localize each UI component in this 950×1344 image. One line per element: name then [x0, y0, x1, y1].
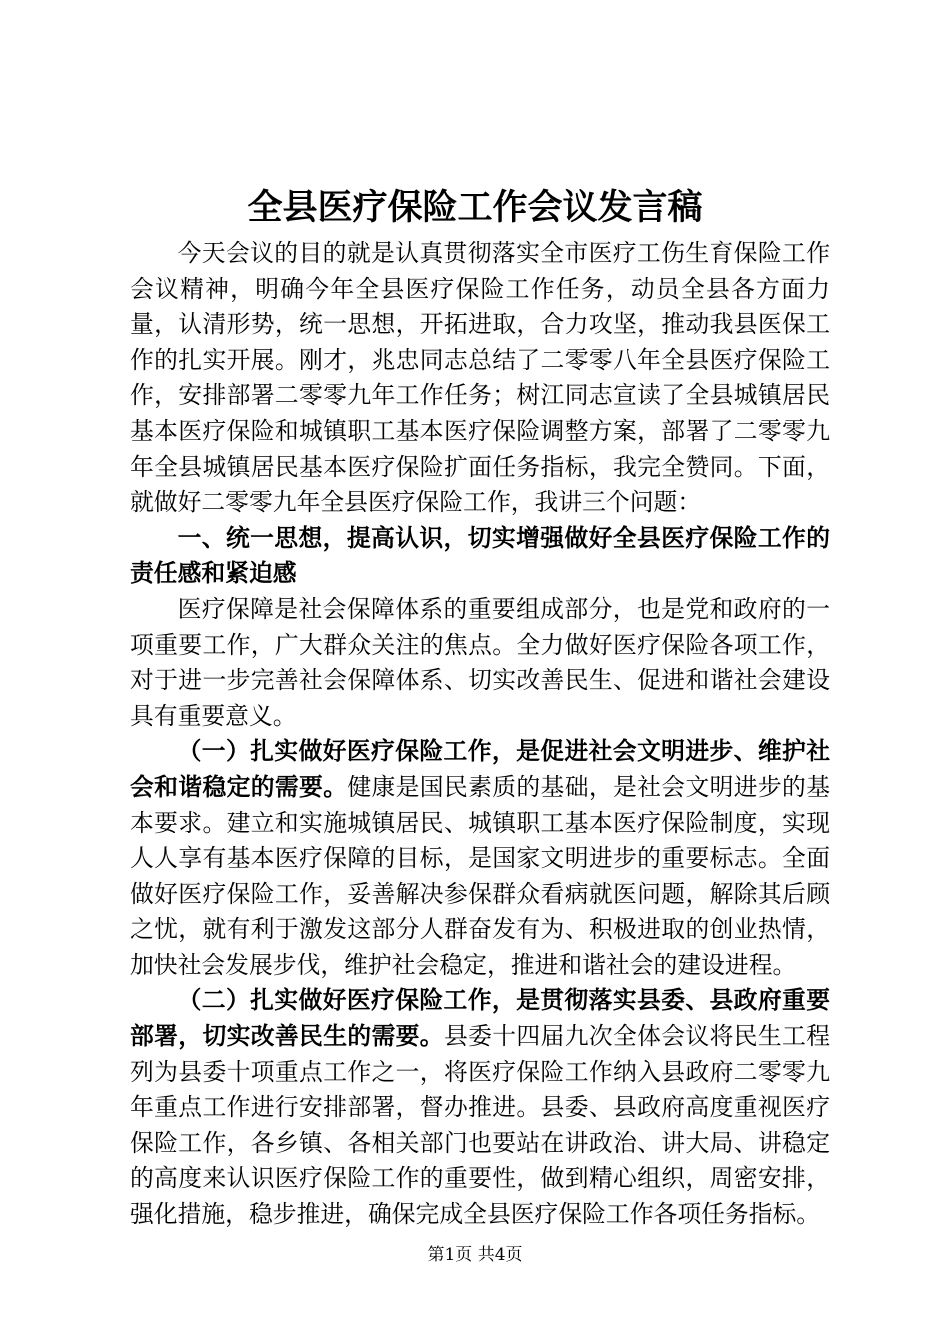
item-paragraph-1: [130, 734, 830, 983]
item-lead-1: （一）扎实做好医疗保险工作，是促进社会文明进步、维护社会和谐稳定的需要。: [130, 737, 830, 801]
item-paragraph-2: [130, 983, 830, 1232]
page-number: 第1页 共4页: [427, 1245, 523, 1265]
item-text-2: 县委十四届九次全体会议将民生工程列为县委十项重点工作之一，将医疗保险工作纳入县政府二零零九年重点工作进行安排部署，督办推进。县委、县政府高度重视医疗保险工作，各乡镇、各相关部门也要站在讲政治、讲大局、讲稳定的高度来认识医疗保险工作的重要性，做到精心组织，周密安排，强化措施，稳步推进，确保完成全县医疗保险工作各项任务指标。: [130, 1022, 831, 1229]
intro-paragraph: 今天会议的目的就是认真贯彻落实全市医疗工伤生育保险工作会议精神，明确今年全县医疗保险工作任务，动员全县各方面力量，认清形势，统一思想，开拓进取，合力攻坚，推动我县医保工作的扎实开展。刚才，兆忠同志总结了二零零八年全县医疗保险工作，安排部署二零零九年工作任务；树江同志宣读了全县城镇居民基本医疗保险和城镇职工基本医疗保险调整方案，部署了二零零九年全县城镇居民基本医疗保险扩面任务指标，我完全赞同。下面，就做好二零零九年全县医疗保险工作，我讲三个问题：: [130, 239, 830, 517]
document-body: [130, 236, 830, 1233]
section-heading: 一、统一思想，提高认识，切实增强做好全县医疗保险工作的责任感和紧迫感: [130, 523, 830, 588]
item-lead-2: （二）扎实做好医疗保险工作，是贯彻落实县委、县政府重要部署，切实改善民生的需要。: [130, 986, 830, 1051]
document-title: 全县医疗保险工作会议发言稿: [247, 187, 703, 228]
item-text-1: 健康是国民素质的基础，是社会文明进步的基本要求。建立和实施城镇居民、城镇职工基本医疗保险制度，实现人人享有基本医疗保障的目标，是国家文明进步的重要标志。全面做好医疗保险工作，妥善解决参保群众看病就医问题，解除其后顾之忧，就有利于激发这部分人群奋发有为、积极进取的创业热情，加快社会发展步伐，维护社会稳定，推进和谐社会的建设进程。: [130, 772, 831, 979]
section-paragraph: 医疗保障是社会保障体系的重要组成部分，也是党和政府的一项重要工作，广大群众关注的焦点。全力做好医疗保险各项工作，对于进一步完善社会保障体系、切实改善民生、促进和谐社会建设具有重要意义。: [130, 594, 830, 730]
